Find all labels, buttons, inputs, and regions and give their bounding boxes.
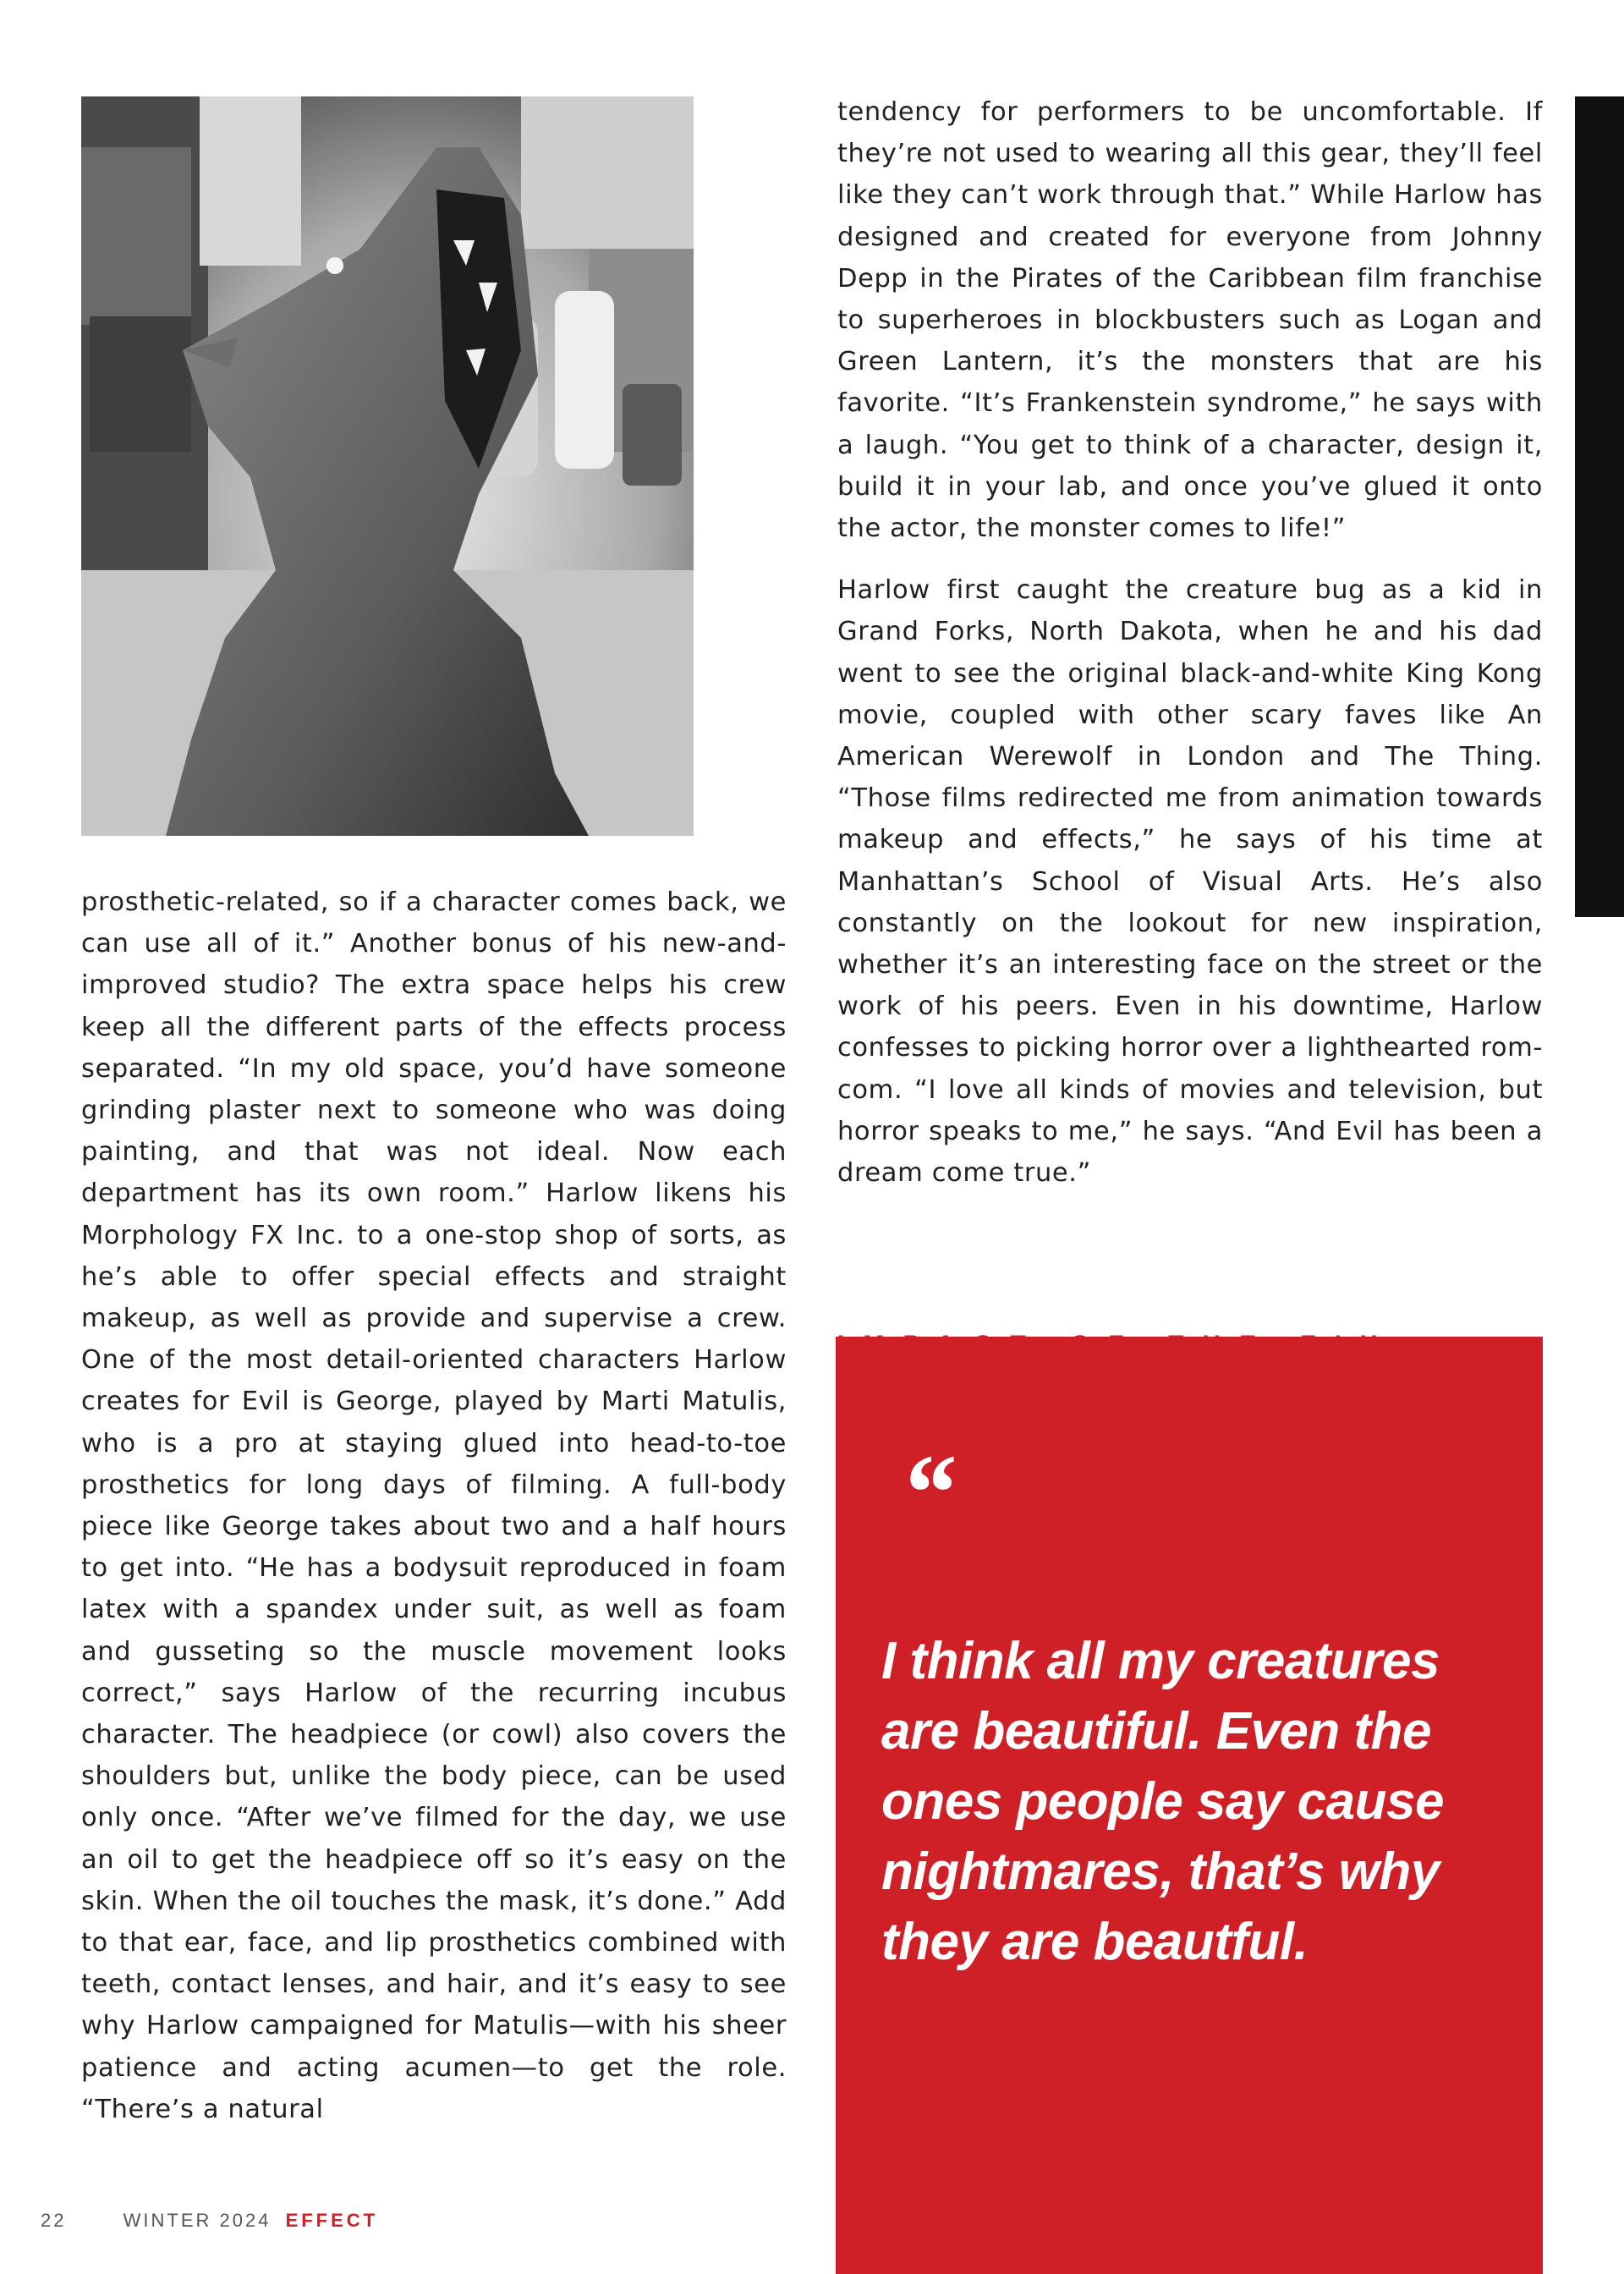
article-paragraph: tendency for performers to be uncomfortable. If they’re not used to wearing all this gear, they’ll feel like they can’t work through that.” While Harlow has designed and created for everyone from Johnny Depp in the Pirates of the Caribbean film franchise to superheroes in blockbusters such as Logan and Green Lantern, it’s the monsters that are his favorite. “It’s Frankenstein syndrome,” he says with a laugh. “You get to think of a character, design it, build it in your lab, and once you’ve glued it onto the actor, the monster comes to life!”	[837, 97, 1543, 544]
section-heading	[837, 1320, 1543, 1337]
page-edge-bar	[1575, 96, 1624, 917]
quote-mark-icon: “	[900, 1432, 955, 1554]
article-paragraph: Harlow first caught the creature bug as a kid in Grand Forks, North Dakota, when he and his dad went to see the original black-and-white King Kong movie, coupled with other scary faves like An American Werewolf in London and The Thing. “Those films redirected me from animation towards makeup and effects,” he says of his time at Manhattan’s School of Visual Arts. He’s also constantly on the lookout for new inspiration, whether it’s an interesting face on the street or the work of his peers. Even in his downtime, Harlow confesses to picking horror over a lighthearted rom-com. “I love all kinds of movies and television, but horror speaks to me,” he says. “And Evil has been a dream come true.”	[837, 575, 1543, 1189]
pull-quote-box	[836, 1337, 1543, 2274]
article-column-right	[837, 91, 1543, 1194]
creature-sculpture-photo	[81, 96, 694, 836]
page-number: 22	[41, 2210, 67, 2231]
issue-label: WINTER 2024	[123, 2210, 272, 2231]
pull-quote-text: I think all my creatures are beautiful. Even the ones people say cause nightmares, that’s why they are beautful.	[881, 1632, 1444, 1971]
article-column-left	[81, 882, 787, 2130]
sculpture-image-icon	[81, 96, 694, 836]
article-body-text: prosthetic-related, so if a character comes back, we can use all of it.” Another bonus of his new-and-improved studio? The extra space helps his crew keep all the different parts of the effects process separated. “In my old space, you’d have someone grinding plaster next to someone who was doing painting, and that was not ideal. Now each department has its own room.” Harlow likens his Morphology FX Inc. to a one-stop shop of sorts, as he’s able to offer special effects and straight makeup, as well as provide and supervise a crew. One of the most detail-oriented characters Harlow creates for Evil is George, played by Marti Matulis, who is a pro at staying glued into head-to-toe prosthetics for long days of filming. A full-body piece like George takes about two and a half hours to get into. “He has a bodysuit reproduced in foam latex with a spandex under suit, as well as foam and gusseting so the muscle movement looks correct,” says Harlow of the recurring incubus character. The headpiece (or cowl) also covers the shoulders but, unlike the body piece, can be used only once. “After we’ve filmed for the day, we use an oil to get the headpiece off so it’s easy on the skin. When the oil touches the mask, it’s done.” Add to that ear, face, and lip prosthetics combined with teeth, contact lenses, and hair, and it’s easy to see why Harlow campaigned for Matulis—with his sheer patience and acting acumen—to get the role. “There’s a natural	[81, 887, 787, 2124]
magazine-brand: EFFECT	[285, 2210, 379, 2231]
page-footer	[41, 2210, 378, 2232]
